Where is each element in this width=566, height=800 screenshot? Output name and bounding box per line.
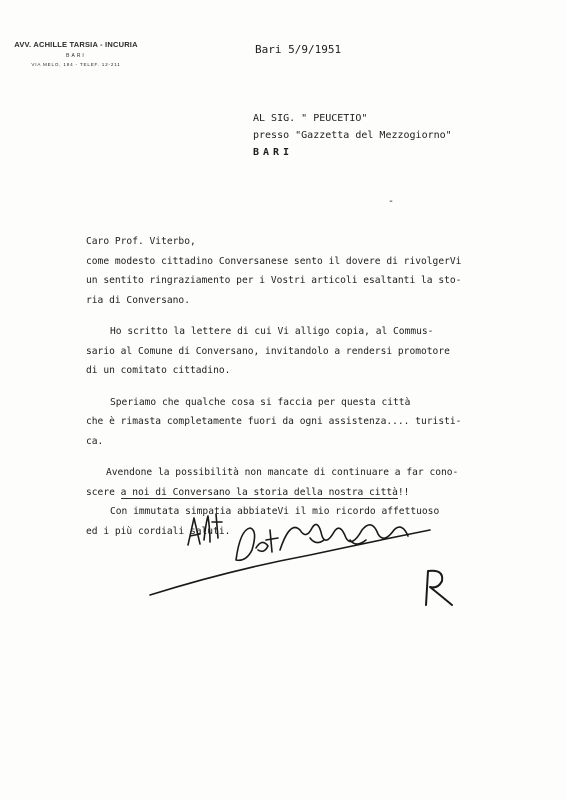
recipient-city: BARI [253, 147, 294, 158]
letterhead-address: VIA MELO, 184 - TELEF. 12-211 [31, 62, 121, 67]
paragraph-4-post: !! [397, 486, 410, 498]
letter-date: Bari 5/9/1951 [255, 43, 342, 56]
paragraph-1-line-3: ria di Conversano. [86, 294, 190, 306]
paragraph-3-line-3: ca. [86, 435, 104, 447]
letter-body [86, 232, 506, 541]
recipient-line-1: AL SIG. " PEUCETIO" [253, 113, 368, 124]
paragraph-4-pre: scere [86, 486, 121, 498]
handwritten-initial [418, 565, 458, 610]
paragraph-1-line-1: come modesto cittadino Conversanese sento il dovere di rivolgerVi [86, 255, 462, 267]
paragraph-2-line-3: di un comitato cittadino. [86, 365, 231, 376]
paragraph-2-line-2: sario al Comune di Conversano, invitandolo a rendersi promotore [86, 345, 450, 357]
recipient-line-2: presso "Gazzetta del Mezzogiorno" [253, 130, 452, 141]
handwritten-signature [140, 500, 440, 620]
letterhead-city: BARI [66, 53, 86, 59]
salutation: Caro Prof. Viterbo, [86, 236, 196, 247]
paragraph-4-line-1: Avendone la possibilità non mancate di continuare a far cono- [106, 467, 459, 478]
paragraph-5-line-2: ed i più cordiali saluti. [86, 525, 231, 537]
paragraph-3-line-1: Speriamo che qualche cosa si faccia per questa città [110, 396, 411, 408]
letterhead [6, 40, 146, 67]
recipient-block [253, 110, 452, 161]
paragraph-5-line-1: Con immutata simpatia abbiateVi il mio ricordo affettuoso [110, 506, 440, 517]
underlined-phrase: a noi di Conversano la storia della nostra città [120, 486, 398, 498]
paragraph-3-line-2: che è rimasta completamente fuori da ogni assistenza.... turisti- [86, 416, 462, 427]
paragraph-2-line-1: Ho scritto la lettere di cui Vi alligo copia, al Commus- [110, 326, 434, 337]
letterhead-name: AVV. ACHILLE TARSIA - INCURIA [14, 40, 138, 49]
paragraph-1-line-2: un sentito ringraziamento per i Vostri articoli esaltanti la sto- [86, 275, 462, 286]
dash-mark: - [388, 196, 395, 207]
